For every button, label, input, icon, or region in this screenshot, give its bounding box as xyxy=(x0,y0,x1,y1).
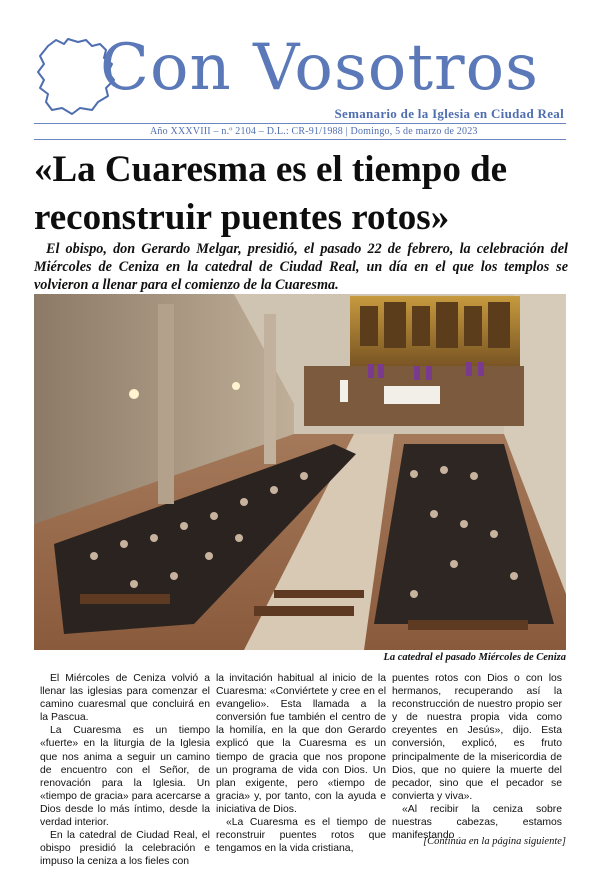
masthead-divider-bottom xyxy=(34,139,566,140)
body-paragraph: El Miércoles de Ceniza volvió a llenar las iglesias para comenzar el camino cuaresmal que concluirá en la Pascua. xyxy=(40,673,210,724)
photo-caption: La catedral el pasado Miércoles de Ceniza xyxy=(383,652,566,663)
cathedral-photo xyxy=(34,294,566,650)
article-headline: «La Cuaresma es el tiempo de reconstruir puentes rotos» xyxy=(34,149,508,238)
body-column-3 xyxy=(392,672,562,842)
body-paragraph: La Cuaresma es un tiempo «fuerte» en la liturgia de la Iglesia que nos anima a seguir un camino de encuentro con el Señor, de renovación para la Iglesia. Un «tiempo de gracia» para acercarse a Dios desde lo más íntimo, desde la verdad interior. xyxy=(40,725,210,829)
body-paragraph: puentes rotos con Dios o con los hermanos, recuperando así la reconstrucción de nuestro propio ser y de nuestra propia vida como creyentes en Jesús», dijo. Esta conversión, explicó, es fruto principalmente de la misericordia de Dios, que no quiere la muerte del pecador, sino que el pecador se convierta y viva». xyxy=(392,673,562,802)
continue-note: [Continúa en la página siguiente] xyxy=(423,836,566,847)
body-paragraph: «Al recibir la ceniza sobre nuestras cabezas, estamos manifestando xyxy=(392,803,562,842)
publication-title: Con Vosotros xyxy=(100,31,539,105)
body-paragraph: la invitación habitual al inicio de la Cuaresma: «Conviértete y cree en el evangelio». Esta llamada a la conversión fue también el centro de la homilía, en la que don Gerardo explicó que la Cuaresma es un tiempo de gracia que nos propone un programa de vida con Dios. Un plan exigente, pero «tiempo de gracia» y, por tanto, con la ayuda e iniciativa de Dios. xyxy=(216,673,386,815)
article-body xyxy=(34,672,566,868)
issue-info: Año XXXVIII – n.º 2104 – D.L.: CR-91/1988 | Domingo, 5 de marzo de 2023 xyxy=(150,126,478,137)
publication-subtitle: Semanario de la Iglesia en Ciudad Real xyxy=(334,106,564,121)
article-lede: El obispo, don Gerardo Melgar, presidió, el pasado 22 de febrero, la celebración del Miércoles de Ceniza en la catedral de Ciudad Real, un día en el que los templos se volvieron a llenar para el comienzo de la Cuaresma. xyxy=(34,241,568,293)
body-column-1 xyxy=(40,672,210,868)
masthead xyxy=(28,30,572,126)
body-column-2 xyxy=(216,672,386,855)
cathedral-photo-illustration xyxy=(34,294,566,650)
body-paragraph: En la catedral de Ciudad Real, el obispo presidió la celebración e impuso la ceniza a los fieles con xyxy=(40,830,210,868)
body-paragraph: «La Cuaresma es el tiempo de reconstruir puentes rotos que tengamos en la vida cristiana, xyxy=(216,817,386,855)
masthead-divider-top xyxy=(34,123,566,124)
